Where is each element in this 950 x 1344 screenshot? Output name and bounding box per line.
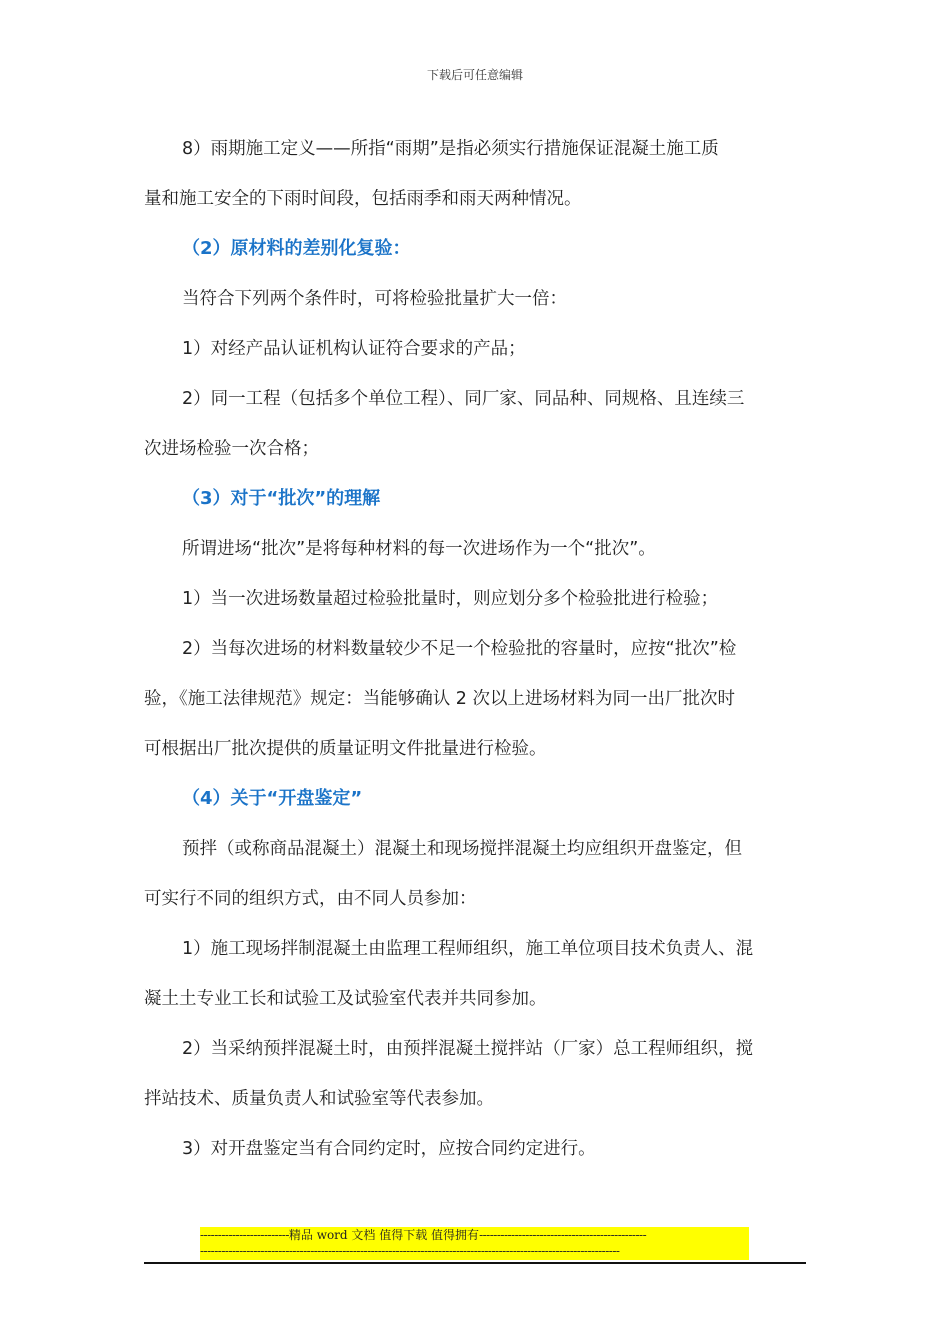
footer-label: 精品 word 文档 值得下载 值得拥有 — [288, 1228, 480, 1242]
paragraph-continuation: 凝土土专业工长和试验工及试验室代表并共同参加。 — [144, 989, 547, 1009]
paragraph-continuation: 验，《施工法律规范》规定：当能够确认 2 次以上进场材料为同一出厂批次时 — [144, 689, 736, 709]
paragraph-continuation: 拌站技术、质量负责人和试验室等代表参加。 — [144, 1089, 494, 1109]
footer-line-2: ---------------------------------------------------------------------------------------------------------------------- — [200, 1244, 620, 1258]
paragraph: 预拌（或称商品混凝土）混凝土和现场搅拌混凝土均应组织开盘鉴定，但 — [182, 839, 742, 859]
footer-watermark-band — [200, 1227, 749, 1260]
paragraph-continuation: 可根据出厂批次提供的质量证明文件批量进行检验。 — [144, 739, 547, 759]
footer-line-1 — [200, 1227, 749, 1243]
list-item: 2）当每次进场的材料数量较少不足一个检验批的容量时，应按“批次”检 — [182, 639, 737, 659]
paragraph: 当符合下列两个条件时，可将检验批量扩大一倍： — [182, 289, 567, 309]
footer-dashes-right: ----------------------------------------------- — [479, 1228, 647, 1242]
list-item: 1）对经产品认证机构认证符合要求的产品； — [182, 339, 526, 359]
list-item: 1）施工现场拌制混凝土由监理工程师组织，施工单位项目技术负责人、混 — [182, 939, 754, 959]
list-item: 2）当采纳预拌混凝土时，由预拌混凝土搅拌站（厂家）总工程师组织，搅 — [182, 1039, 754, 1059]
list-item: 2）同一工程（包括多个单位工程）、同厂家、同品种、同规格、且连续三 — [182, 389, 745, 409]
document-body — [144, 124, 808, 1174]
section-heading-4: （4）关于“开盘鉴定” — [182, 788, 363, 809]
paragraph: 8）雨期施工定义——所指“雨期”是指必须实行措施保证混凝土施工质 — [182, 139, 719, 159]
paragraph-continuation: 量和施工安全的下雨时间段，包括雨季和雨天两种情况。 — [144, 189, 582, 209]
paragraph-continuation: 可实行不同的组织方式，由不同人员参加： — [144, 889, 477, 909]
paragraph: 所谓进场“批次”是将每种材料的每一次进场作为一个“批次”。 — [182, 539, 656, 559]
section-heading-3: （3）对于“批次”的理解 — [182, 488, 381, 509]
list-item: 3）对开盘鉴定当有合同约定时，应按合同约定进行。 — [182, 1139, 596, 1159]
section-heading-2: （2）原材料的差别化复验： — [182, 238, 411, 259]
footer-dashes-left: ------------------------- — [200, 1228, 289, 1242]
list-item: 1）当一次进场数量超过检验批量时，则应划分多个检验批进行检验； — [182, 589, 719, 609]
footer-rule — [144, 1262, 806, 1264]
paragraph-continuation: 次进场检验一次合格； — [144, 439, 319, 459]
page-header: 下载后可任意编辑 — [426, 68, 523, 82]
